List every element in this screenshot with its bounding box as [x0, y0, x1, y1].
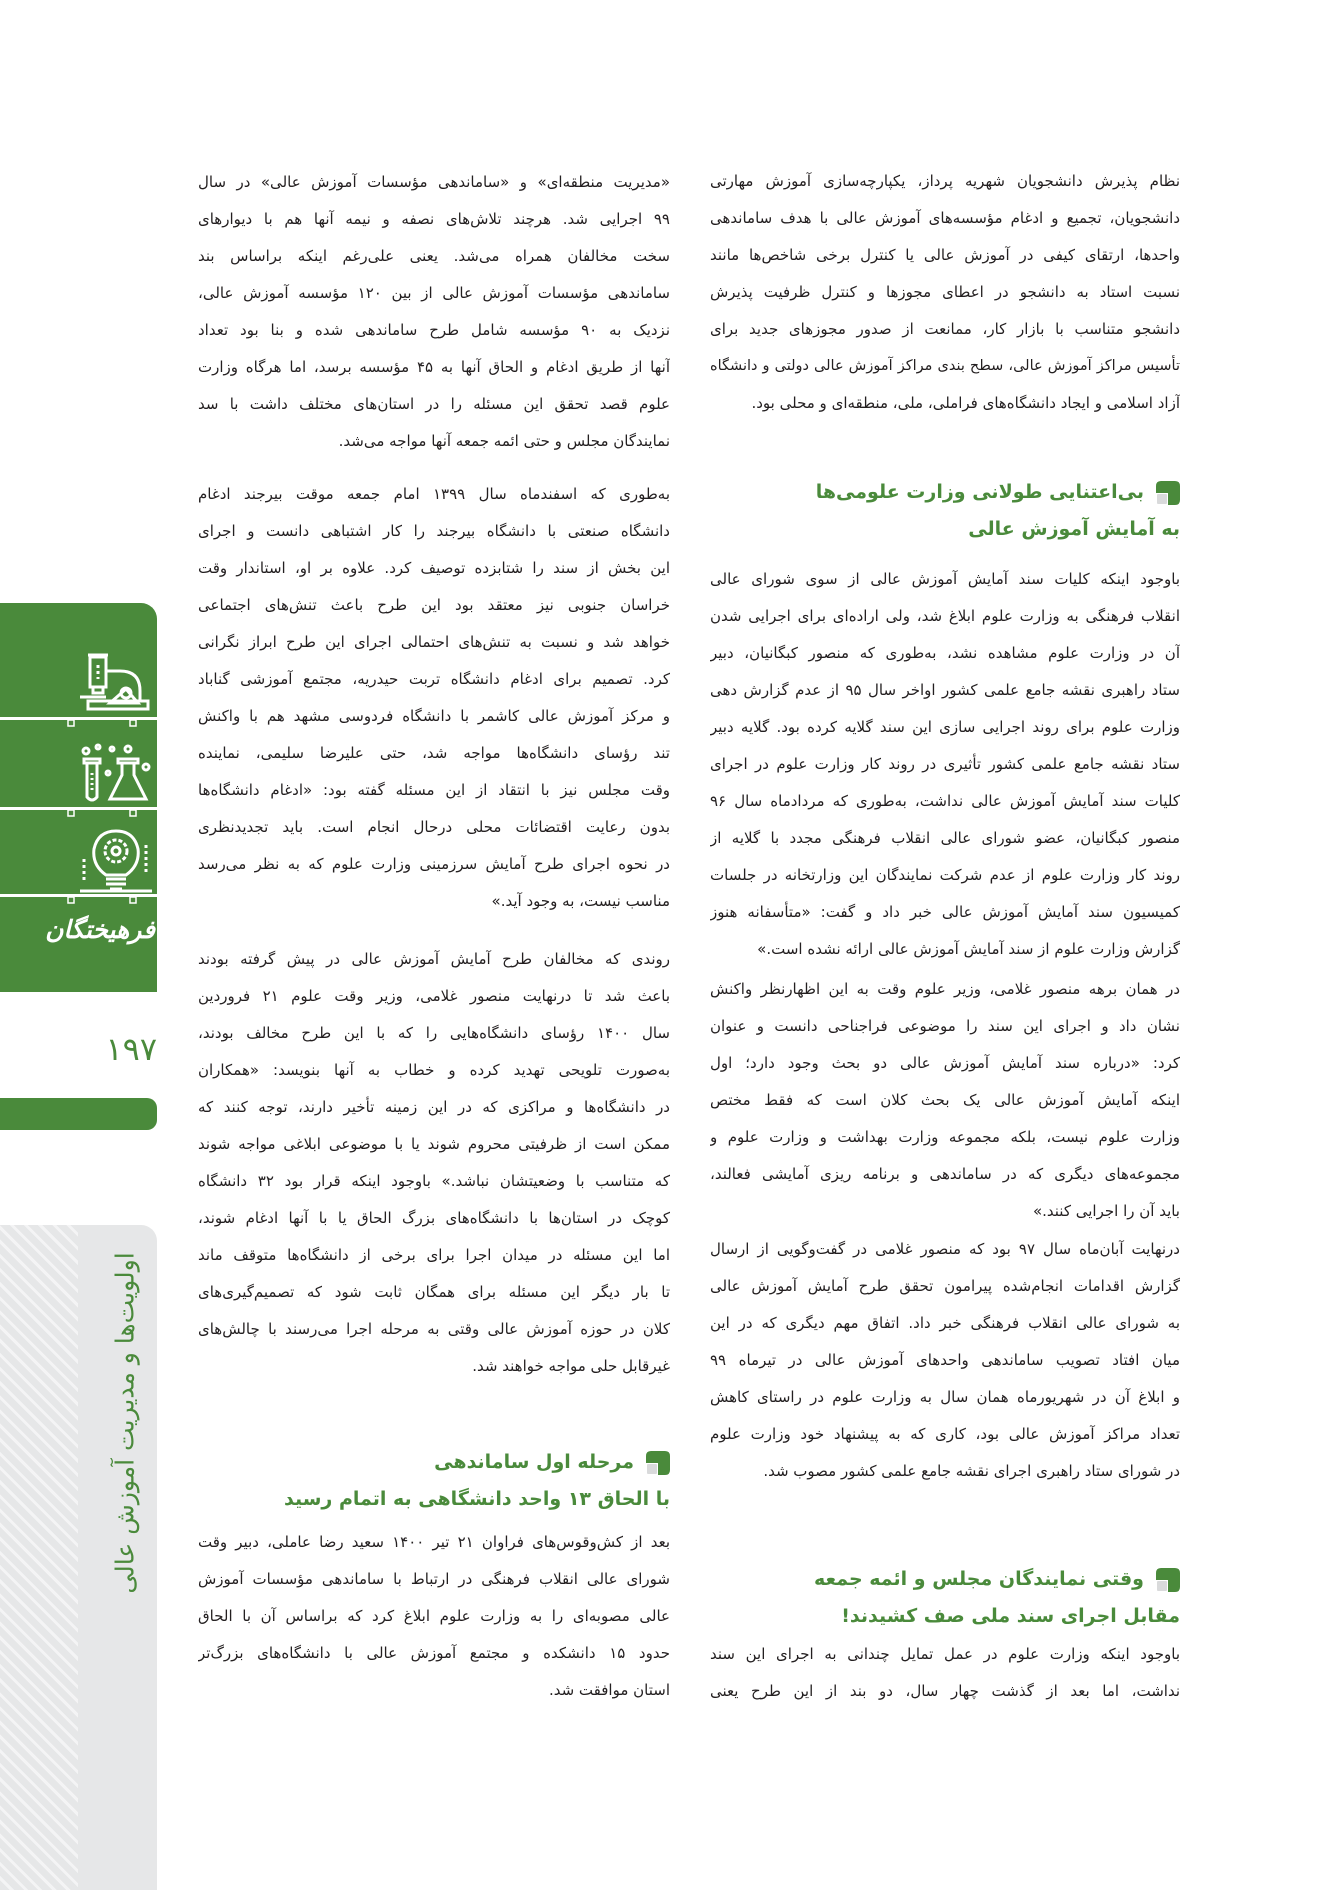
- text-line: باوجود اینکه کلیات سند آمایش آموزش عالی از سوی شورای عالی: [710, 570, 1180, 588]
- paragraph: [198, 1524, 670, 1709]
- text-line: دانشگاه صنعتی با دانشگاه بیرجند را کار اشتباهی دانست و اجرای: [198, 522, 670, 540]
- paragraph: [198, 476, 670, 920]
- text-line: وزارت علوم نیست، بلکه مجموعه وزارت بهداشت و وزارت علوم و: [710, 1128, 1180, 1146]
- heading-bullet-icon: [646, 1451, 670, 1475]
- heading-bullet-icon: [1156, 1568, 1180, 1592]
- text-line: میان افتاد تصویب ساماندهی واحدهای آموزش عالی در تیرماه ۹۹: [710, 1351, 1180, 1369]
- text-line: ۹۹ اجرایی شد. هرچند تلاش‌های نصفه و نیمه آنها هم با دیوارهای: [198, 210, 670, 228]
- text-line: روند کار وزارت علوم از عدم شرکت نمایندگان این وزارتخانه در جلسات: [710, 866, 1180, 884]
- text-line: کرد: «درباره سند آمایش آموزش عالی دو بحث وجود دارد؛ اول: [710, 1054, 1180, 1072]
- page-number: ۱۹۷: [105, 1030, 157, 1068]
- section-heading: [710, 474, 1180, 548]
- section-heading: [198, 1444, 670, 1518]
- paragraph: [198, 941, 670, 1385]
- text-line: واحدها، ارتقای کیفی در آموزش عالی یا کنترل برخی شاخص‌ها مانند: [710, 246, 1180, 264]
- text-line: نظام پذیرش دانشجویان شهریه پرداز، یکپارچه‌سازی آموزش مهارتی: [710, 172, 1180, 190]
- text-line: نمایندگان مجلس و حتی ائمه جمعه آنها مواجه می‌شد.: [338, 432, 670, 450]
- text-line: کرد. تصمیم برای ادغام دانشگاه تربت حیدریه، مجتمع آموزشی گناباد: [198, 670, 670, 688]
- text-line: کوچک در استان‌ها با دانشگاه‌های بزرگ الحاق یا با آنها ادغام شوند،: [198, 1209, 670, 1227]
- paragraph: [710, 1636, 1180, 1710]
- text-line: منصور کبگانیان، عضو شورای عالی انقلاب فرهنگی مجدد با گلایه از: [710, 829, 1180, 847]
- text-line: تعداد مراکز آموزش عالی بود، کاری که به پیشنهاد خود وزارت علوم: [710, 1425, 1180, 1443]
- text-line: حدود ۱۵ دانشکده و مجتمع آموزش عالی با دانشگاه‌های بزرگ‌تر: [198, 1644, 670, 1662]
- text-line: نداشت، اما بعد از گذشت چهار سال، دو بند از این طرح یعنی: [710, 1682, 1180, 1700]
- test-tube-flask-icon: [80, 743, 152, 805]
- heading-line: وقتی نمایندگان مجلس و ائمه جمعه: [813, 1568, 1144, 1590]
- text-line: تند رؤسای دانشگاه‌ها مواجه شد، حتی علیرضا سلیمی، نماینده: [198, 744, 670, 762]
- paragraph: [710, 163, 1180, 422]
- heading-line: مقابل اجرای سند ملی صف کشیدند!: [841, 1605, 1180, 1627]
- text-line: نسبت استاد به دانشجو در اعطای مجوزها و کنترل ظرفیت پذیرش: [710, 283, 1180, 301]
- text-line: کمیسیون سند آمایش آموزش عالی خبر داد و گفت: «متأسفانه هنوز: [710, 903, 1180, 921]
- paragraph: [198, 164, 670, 460]
- text-line: آنها از طریق ادغام و الحاق آنها به ۴۵ مؤسسه برسد، اما هرگاه وزارت: [198, 358, 670, 376]
- text-line: شورای عالی انقلاب فرهنگی در ارتباط با ساماندهی مؤسسات آموزش: [198, 1570, 670, 1588]
- lightbulb-gear-icon: [80, 829, 152, 893]
- text-line: ستاد راهبری نقشه جامع علمی کشور اواخر سال ۹۵ از عدم گزارش دهی: [710, 681, 1180, 699]
- microscope-icon: [80, 651, 152, 715]
- text-line: در نحوه اجرای طرح آمایش سرزمینی وزارت علوم که به نظر می‌رسد: [198, 855, 670, 873]
- text-line: اما این مسئله در میدان اجرا برای برخی از دانشگاه‌ها متوقف ماند: [198, 1246, 670, 1264]
- text-line: به‌طوری که اسفندماه سال ۱۳۹۹ امام جمعه موقت بیرجند ادغام: [198, 485, 670, 503]
- text-line: سخت مخالفان همراه می‌شد. یعنی علی‌رغم اینکه براساس بند: [198, 247, 670, 265]
- text-line: مناسب نیست، به وجود آید.»: [491, 892, 670, 910]
- text-line: خواهد شد و نسبت به تنش‌های احتمالی اجرای این طرح ابراز نگرانی: [198, 633, 670, 651]
- heading-line: بی‌اعتنایی طولانی وزارت علومی‌ها: [815, 481, 1144, 503]
- text-line: درنهایت آبان‌ماه سال ۹۷ بود که منصور غلامی در گفت‌وگویی از ارسال: [710, 1240, 1180, 1258]
- text-line: مجموعه‌های دیگری که در ساماندهی و برنامه ریزی آمایشی فعالند،: [710, 1165, 1180, 1183]
- paragraph: [710, 561, 1180, 968]
- text-line: روندی که مخالفان طرح آمایش آموزش عالی در پیش گرفته بودند: [198, 950, 670, 968]
- text-line: آزاد اسلامی و ایجاد دانشگاه‌های فراملی، ملی، منطقه‌ای و محلی بود.: [751, 394, 1180, 412]
- text-line: وقت مجلس نیز با انتقاد از این مسئله گفته بود: «ادغام دانشگاه‌ها: [198, 781, 670, 799]
- text-line: عالی مصوبه‌ای را به وزارت علوم ابلاغ کرد که براساس آن با الحاق: [198, 1607, 670, 1625]
- section-heading: [710, 1561, 1180, 1635]
- text-line: و مرکز آموزش عالی کاشمر با دانشگاه فردوسی مشهد هم با واکنش: [198, 707, 670, 725]
- paragraph: [710, 971, 1180, 1230]
- text-line: باعث شد تا درنهایت منصور غلامی، وزیر وقت علوم ۲۱ فروردین: [198, 987, 670, 1005]
- text-line: در شورای ستاد راهبری اجرای نقشه جامع علمی کشور مصوب شد.: [763, 1462, 1180, 1480]
- text-line: علوم قصد تحقق این مسئله را در استان‌های مختلف داشت با سد: [198, 395, 670, 413]
- text-line: به‌صورت تلویحی تهدید کرده و خطاب به آنها بنویسد: «همکاران: [198, 1061, 670, 1079]
- publication-logo: فرهیختگان: [45, 915, 155, 944]
- text-line: و ابلاغ آن در شهریورماه همان سال به وزارت علوم در راستای کاهش: [710, 1388, 1180, 1406]
- text-line: ساماندهی مؤسسات آموزش عالی از بین ۱۲۰ مؤسسه آموزش عالی،: [198, 284, 670, 302]
- text-line: در دانشگاه‌ها و مراکزی که در این زمینه تأخیر دارند، توجه کنند که: [198, 1098, 670, 1116]
- text-line: تا بار دیگر این مسئله برای همگان ثابت شود که تصمیم‌گیری‌های: [198, 1283, 670, 1301]
- text-line: تأسیس مراکز آموزش عالی، سطح بندی مراکز آموزش عالی دولتی و دانشگاه: [710, 358, 1180, 374]
- heading-line: به آمایش آموزش عالی: [968, 518, 1180, 540]
- text-line: دانشجو متناسب با بازار کار، ممانعت از صدور مجوزهای جدید برای: [710, 320, 1180, 338]
- text-line: گزارش اقدامات انجام‌شده پیرامون تحقق طرح آمایش آموزش عالی: [710, 1277, 1180, 1295]
- text-line: نشان داد و اجرای این سند را موضوعی فراجناحی دانست و عنوان: [710, 1017, 1180, 1035]
- text-line: کلیات سند آمایش آموزش عالی نداشت، به‌طوری که مردادماه سال ۹۶: [710, 792, 1180, 810]
- text-line: بدون رعایت اقتضائات محلی درحال انجام است. باید تجدیدنظری: [198, 818, 670, 836]
- text-line: کلان در حوزه آموزش عالی وقتی به مرحله اجرا می‌رسند با چالش‌های: [198, 1320, 670, 1338]
- shelf-divider: [0, 807, 157, 819]
- text-line: سال ۱۴۰۰ رؤسای دانشگاه‌هایی را که با این طرح مخالف بودند،: [198, 1024, 670, 1042]
- text-line: بعد از کش‌وقوس‌های فراوان ۲۱ تیر ۱۴۰۰ سعید رضا عاملی، دبیر وقت: [198, 1533, 670, 1551]
- text-line: «مدیریت منطقه‌ای» و «ساماندهی مؤسسات آموزش عالی» در سال: [198, 173, 670, 191]
- text-line: گزارش وزارت علوم از سند آمایش آموزش عالی ارائه نشده است.»: [757, 940, 1180, 958]
- section-title: اولویت‌ها و مدیریت آموزش عالی: [110, 1252, 140, 1594]
- text-line: که متناسب با وضعیتشان نباشد.» باوجود اینکه قرار بود ۳۲ دانشگاه: [198, 1172, 670, 1190]
- shelf-divider: [0, 717, 157, 729]
- text-line: اینکه آمایش آموزش عالی یک بحث کلان است که فقط مختص: [710, 1091, 1180, 1109]
- decorative-stripes: [0, 1225, 78, 1890]
- heading-bullet-icon: [1156, 481, 1180, 505]
- heading-line: با الحاق ۱۳ واحد دانشگاهی به اتمام رسید: [283, 1488, 670, 1510]
- text-line: باید آن را اجرایی کنند.»: [1032, 1202, 1180, 1220]
- text-line: نزدیک به ۹۰ مؤسسه شامل طرح ساماندهی شده و بنا بود تعداد: [198, 321, 670, 339]
- text-line: خراسان جنوبی نیز معتقد بود این طرح باعث تنش‌های اجتماعی: [198, 596, 670, 614]
- text-line: غیرقابل حلی مواجه خواهند شد.: [472, 1357, 670, 1375]
- text-line: ستاد نقشه جامع علمی کشور تأثیری در روند کار وزارت علوم در اجرای: [710, 755, 1180, 773]
- text-line: دانشجویان، تجمیع و ادغام مؤسسه‌های آموزش عالی با هدف ساماندهی: [710, 209, 1180, 227]
- paragraph: [710, 1231, 1180, 1490]
- text-line: آن در وزارت علوم مشاهده نشد، به‌طوری که منصور کبگانیان، دبیر: [710, 644, 1180, 662]
- text-line: استان موافقت شد.: [548, 1681, 670, 1699]
- text-line: ممکن است از ظرفیتی محروم شوند یا با موضوعی ابلاغی مواجه شوند: [198, 1135, 670, 1153]
- text-line: باوجود اینکه وزارت علوم در عمل تمایل چندانی به اجرای این سند: [710, 1645, 1180, 1663]
- text-line: انقلاب فرهنگی به وزارت علوم ابلاغ شد، ولی اراده‌ای برای اجرایی شدن: [710, 607, 1180, 625]
- text-line: به شورای عالی انقلاب فرهنگی خبر داد. اتفاق مهم دیگری که در این: [710, 1314, 1180, 1332]
- sidebar-green-bar: [0, 1098, 157, 1130]
- text-line: این بخش از سند را شتابزده توصیف کرد. علاوه بر او، استاندار وقت: [198, 559, 670, 577]
- heading-line: مرحله اول ساماندهی: [434, 1451, 634, 1473]
- text-line: وزارت علوم برای روند اجرایی سازی این سند گلایه کرده بود. گلایه دبیر: [710, 718, 1180, 736]
- text-line: در همان برهه منصور غلامی، وزیر علوم وقت به این اظهارنظر واکنش: [710, 980, 1180, 998]
